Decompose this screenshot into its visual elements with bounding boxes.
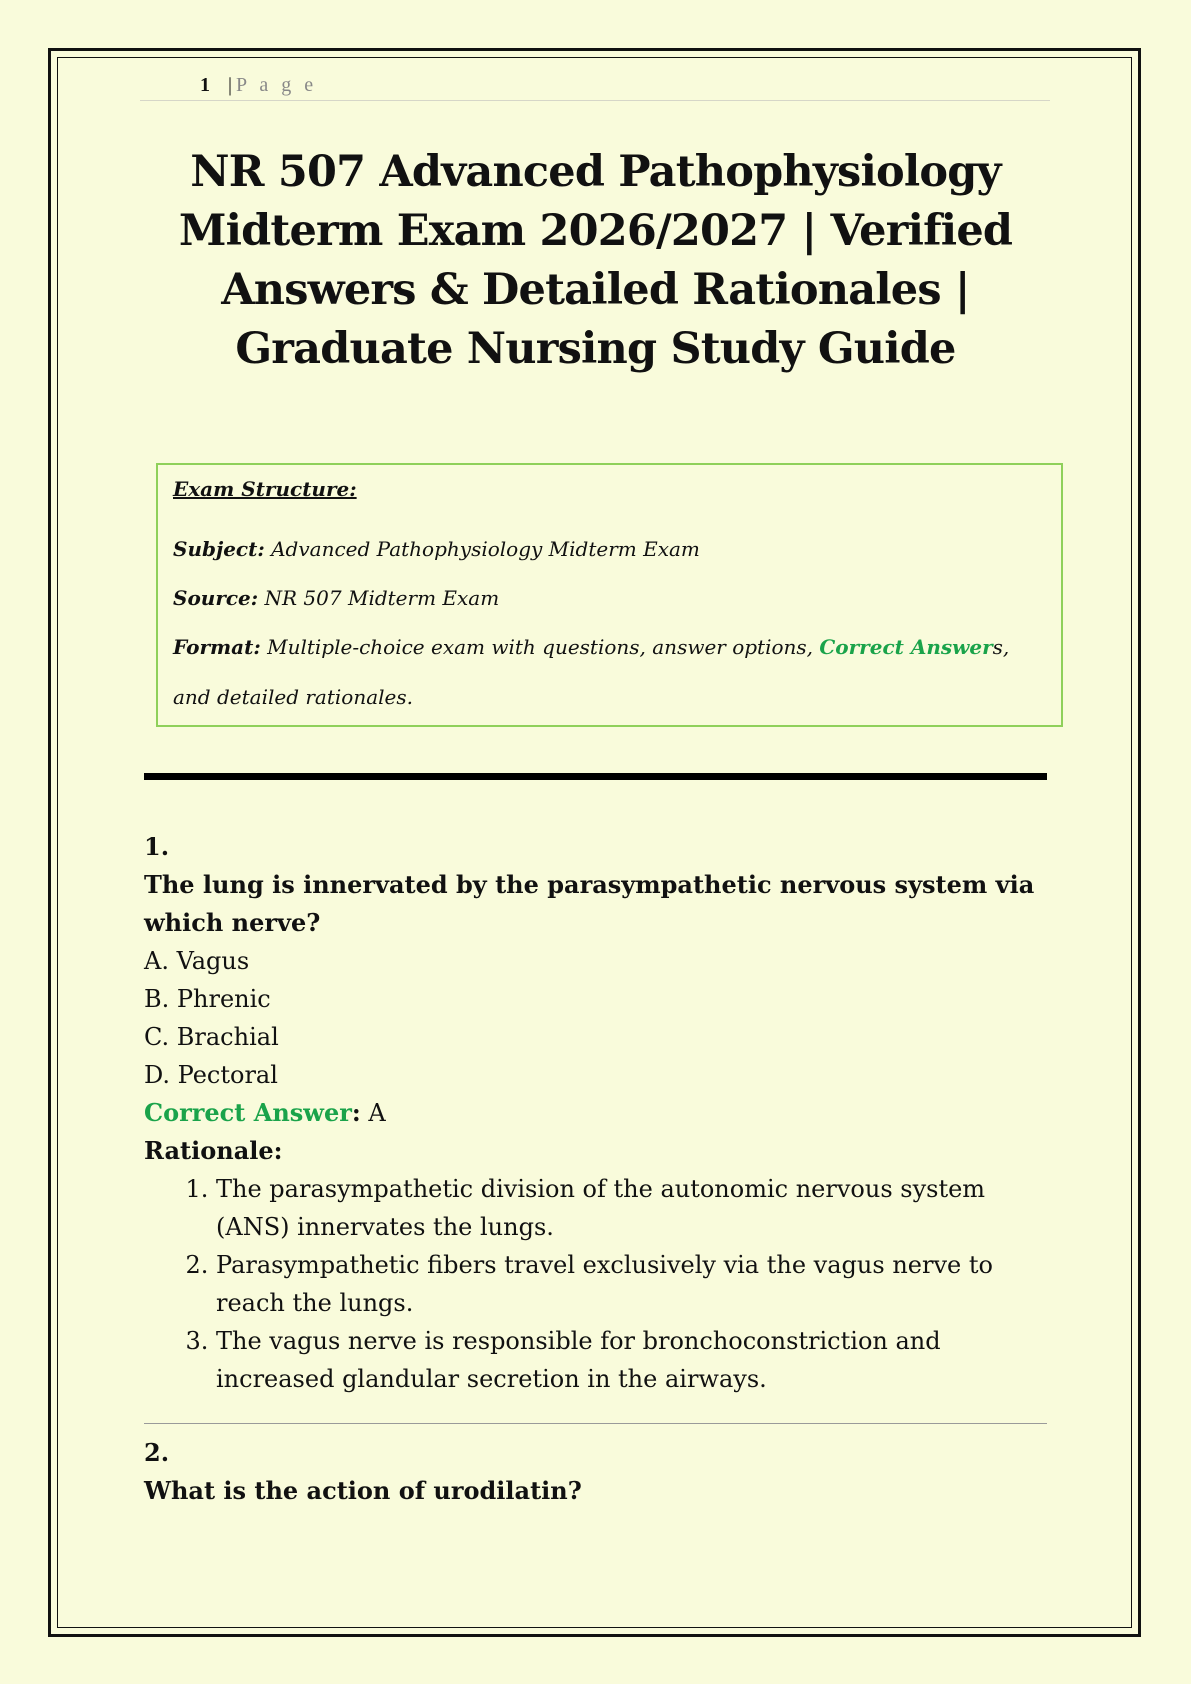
document-title: NR 507 Advanced Pathophysiology Midterm Exam 2026/2027 | Verified Answers & Detailed Rationales | Graduate Nursing Study Guide (178, 147, 1013, 374)
exam-source-row (173, 586, 499, 610)
answer-option-d: D. Pectoral (144, 1061, 278, 1089)
section-divider (144, 773, 1047, 780)
question-text: What is the action of urodilatin? (144, 1476, 582, 1505)
answer-option-a: A. Vagus (144, 947, 250, 975)
question-text: The lung is innervated by the parasympathetic nervous system via which nerve? (144, 870, 1035, 937)
exam-structure-heading: Exam Structure: (173, 477, 357, 501)
page-header (140, 72, 1050, 101)
exam-format-row-2: and detailed rationales. (173, 685, 413, 709)
question-2 (144, 1434, 1054, 1510)
page-number: 1 (200, 74, 210, 96)
answer-option-c: C. Brachial (144, 1023, 279, 1051)
format-value-end: s, (992, 635, 1010, 659)
exam-structure-box (156, 463, 1063, 727)
correct-answer-line (144, 1094, 1054, 1132)
source-label: Source: (173, 586, 259, 610)
page-separator: | (228, 74, 233, 96)
subject-value: Advanced Pathophysiology Midterm Exam (271, 537, 700, 561)
answer-option-b: B. Phrenic (144, 985, 271, 1013)
format-label: Format: (173, 635, 261, 659)
rationale-label: Rationale: (144, 1136, 283, 1165)
subject-label: Subject: (173, 537, 265, 561)
question-number: 1. (144, 832, 170, 861)
correct-answer-label: Correct Answer (144, 1098, 352, 1127)
page-label (228, 74, 317, 97)
rationale-item: 2. Parasympathetic fibers travel exclusively via the vagus nerve to reach the lungs. (216, 1246, 1054, 1322)
correct-answer-value: A (368, 1099, 386, 1127)
correct-answer-colon: : (351, 1098, 361, 1127)
question-1 (144, 828, 1054, 1398)
exam-format-row (173, 635, 1009, 659)
format-highlight: Correct Answer (819, 635, 993, 659)
question-divider (144, 1423, 1047, 1424)
page-word: P a g e (236, 74, 318, 96)
format-value: Multiple-choice exam with questions, answer options, (267, 635, 814, 659)
rationale-item: 1. The parasympathetic division of the autonomic nervous system (ANS) innervates the lungs. (216, 1170, 1054, 1246)
rationale-item: 3. The vagus nerve is responsible for bronchoconstriction and increased glandular secretion in the airways. (216, 1322, 1054, 1398)
question-number: 2. (144, 1438, 170, 1467)
rationale-list (144, 1170, 1054, 1398)
source-value: NR 507 Midterm Exam (264, 586, 500, 610)
exam-subject-row (173, 537, 700, 561)
